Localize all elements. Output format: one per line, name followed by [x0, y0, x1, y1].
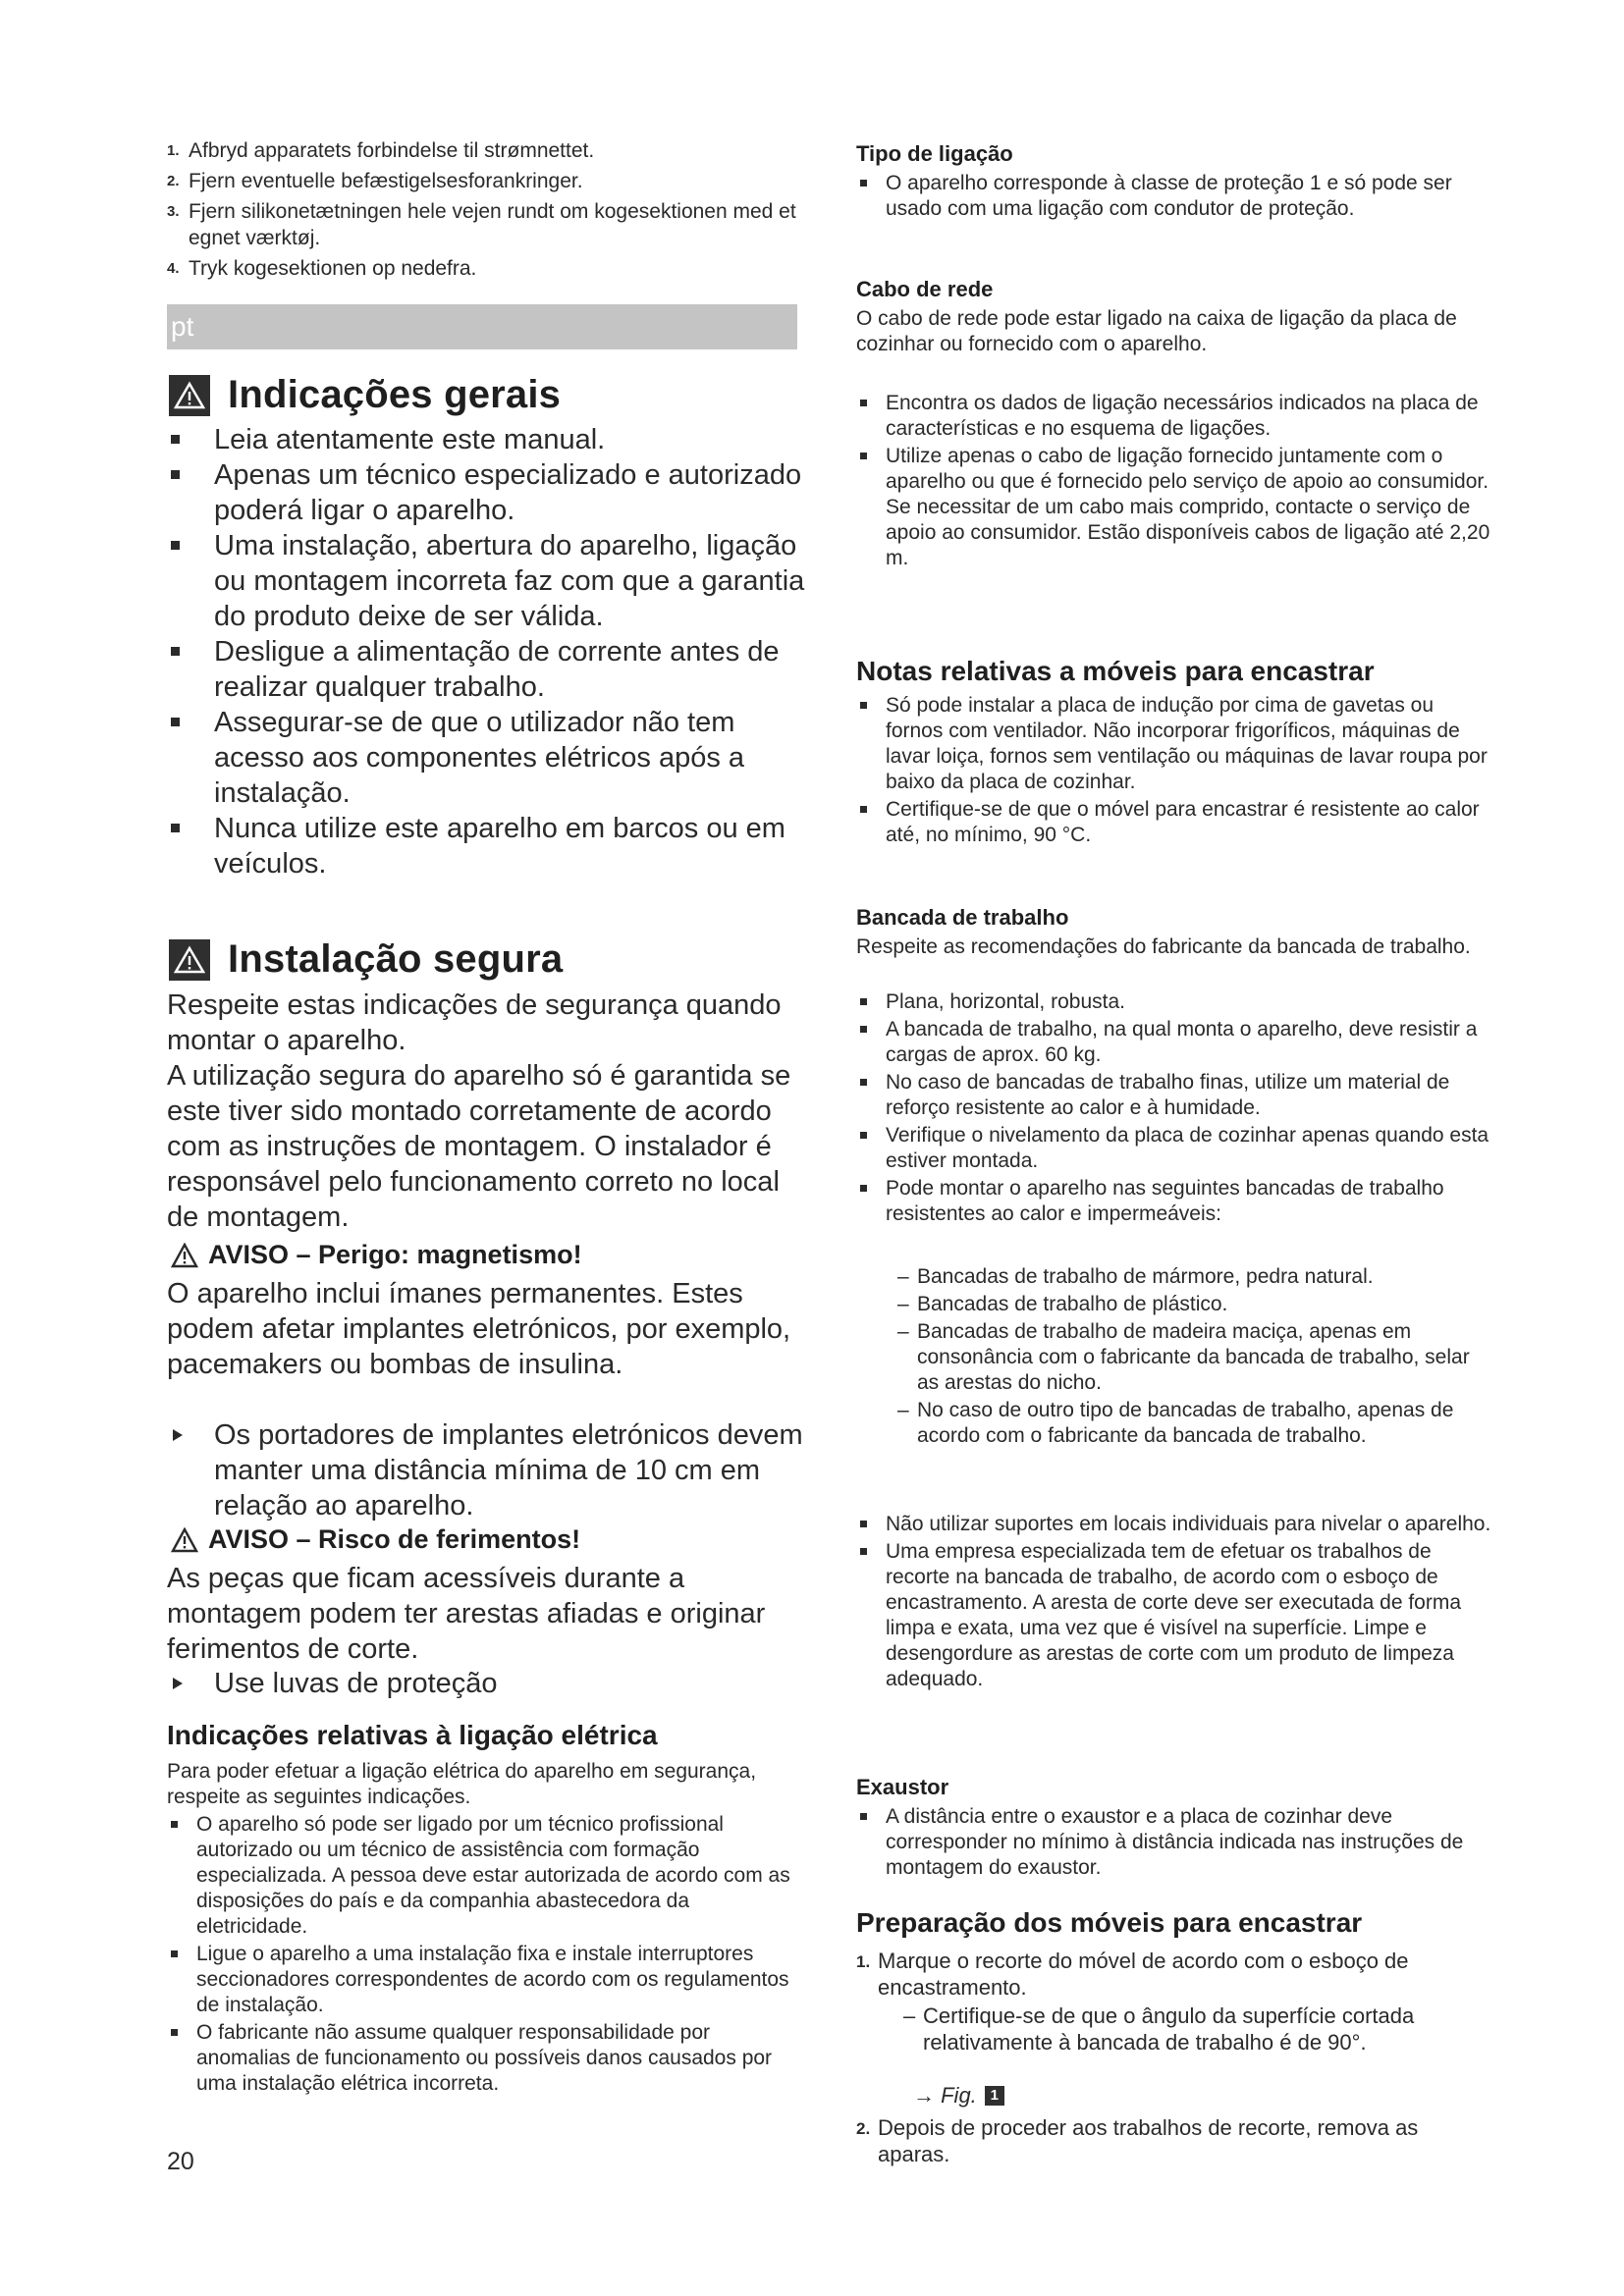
cabo-rede-intro: O cabo de rede pode estar ligado na caixa de ligação da placa de cozinhar ou fornecido com o aparelho. — [856, 307, 1457, 355]
figure-reference: → Fig. 1 — [913, 2083, 1004, 2109]
list-item: Plana, horizontal, robusta. — [856, 989, 1494, 1015]
ligacao-intro: Para poder efetuar a ligação elétrica do aparelho em segurança, respeite as seguintes indicações. — [167, 1760, 757, 1808]
list-item: 2. Fjern eventuelle befæstigelsesforankringer. — [167, 170, 583, 192]
bullet-icon — [171, 1821, 178, 1828]
cabo-rede-list — [856, 391, 1494, 573]
bullet-icon — [171, 470, 180, 479]
list-item: Pode montar o aparelho nas seguintes bancadas de trabalho resistentes ao calor e impermeáveis: — [856, 1176, 1494, 1227]
danish-steps-list — [167, 137, 805, 286]
page-number: 20 — [167, 2148, 194, 2175]
indicacoes-gerais-list — [167, 422, 805, 881]
list-item: Apenas um técnico especializado e autorizado poderá ligar o aparelho. — [167, 457, 805, 528]
instalacao-text: A utilização segura do aparelho só é garantida se este tiver sido montado corretamente de acordo com as instruções de montagem. O instalador é responsável pelo funcionamento correto no local de montagem. — [167, 1060, 791, 1233]
bullet-icon — [860, 180, 867, 187]
moveis-encastrar-list — [856, 693, 1494, 850]
section-heading-moveis-encastrar: Notas relativas a móveis para encastrar — [856, 656, 1375, 686]
section-heading-instalacao-segura: Instalação segura — [169, 937, 563, 982]
list-item: O aparelho só pode ser ligado por um técnico profissional autorizado ou um técnico de assistência com formação especializada. A pessoa deve estar autorizada de acordo com as disposições do país e da companhia abastecedora da eletricidade. — [167, 1812, 805, 1940]
list-item: Certifique-se de que o móvel para encastrar é resistente ao calor até, no mínimo, 90 °C. — [856, 797, 1494, 848]
list-item: Verifique o nivelamento da placa de cozinhar apenas quando esta estiver montada. — [856, 1123, 1494, 1174]
exaustor-list — [856, 1804, 1494, 1883]
preparacao-step-1 — [856, 1948, 1494, 2001]
bullet-icon — [171, 718, 180, 726]
bullet-icon — [860, 1079, 867, 1086]
warning-heading-magnetismo: AVISO – Perigo: magnetismo! — [171, 1240, 582, 1270]
warning-icon — [169, 375, 210, 416]
list-item: – Bancadas de trabalho de madeira maciça, apenas em consonância com o fabricante da bancada de trabalho, selar as arestas do nicho. — [897, 1320, 1470, 1394]
bullet-icon — [860, 702, 867, 709]
warning-triangle-icon — [171, 1527, 198, 1553]
list-item: – No caso de outro tipo de bancadas de trabalho, apenas de acordo com o fabricante da bancada de trabalho. — [897, 1399, 1454, 1447]
list-item: A bancada de trabalho, na qual monta o aparelho, deve resistir a cargas de aprox. 60 kg. — [856, 1017, 1494, 1068]
list-item: 1. Marque o recorte do móvel de acordo com o esboço de encastramento. — [856, 1949, 1409, 2000]
ferimentos-action: Use luvas de proteção — [167, 1666, 805, 1701]
figure-number-badge: 1 — [985, 2086, 1004, 2106]
preparacao-dash-list — [903, 2002, 1453, 2057]
bullet-icon — [860, 806, 867, 813]
list-item: O fabricante não assume qualquer responsabilidade por anomalias de funcionamento ou possíveis danos causados por uma instalação elétrica incorreta. — [167, 2020, 805, 2097]
section-heading-bancada: Bancada de trabalho — [856, 905, 1069, 930]
list-item: Utilize apenas o cabo de ligação fornecido juntamente com o aparelho ou que é fornecido pelo serviço de apoio ao consumidor. Se necessitar de um cabo mais comprido, contacte o serviço de apoio ao consumidor. Estão disponíveis cabos de ligação até 2,20 m. — [856, 444, 1494, 571]
bullet-icon — [860, 1548, 867, 1555]
bancada-list-a — [856, 989, 1494, 1229]
list-item: Leia atentamente este manual. — [167, 422, 805, 457]
section-heading-cabo-rede: Cabo de rede — [856, 277, 994, 301]
section-heading-exaustor: Exaustor — [856, 1775, 949, 1799]
bullet-icon — [171, 1950, 178, 1957]
list-item: Só pode instalar a placa de indução por cima de gavetas ou fornos com ventilador. Não incorporar frigoríficos, máquinas de lavar loiça, fornos sem ventilação ou máquinas de lavar roupa por baixo da placa de cozinhar. — [856, 693, 1494, 795]
list-item: No caso de bancadas de trabalho finas, utilize um material de reforço resistente ao calor e à humidade. — [856, 1070, 1494, 1121]
list-item: 3. Fjern silikonetætningen hele vejen rundt om kogesektionen med et egnet værktøj. — [167, 200, 796, 249]
bullet-icon — [860, 400, 867, 406]
ferimentos-text: As peças que ficam acessíveis durante a montagem podem ter arestas afiadas e originar ferimentos de corte. — [167, 1563, 766, 1665]
bullet-icon — [860, 1813, 867, 1820]
list-item: Desligue a alimentação de corrente antes de realizar qualquer trabalho. — [167, 634, 805, 705]
language-tab-bar — [167, 304, 797, 349]
bancada-list-b — [856, 1512, 1494, 1694]
bullet-icon — [860, 1132, 867, 1139]
bullet-icon — [171, 435, 180, 444]
bullet-icon — [860, 1521, 867, 1527]
list-item: Uma instalação, abertura do aparelho, ligação ou montagem incorreta faz com que a garantia do produto deixe de ser válida. — [167, 528, 805, 634]
bullet-icon — [171, 2029, 178, 2036]
list-item: 2. Depois de proceder aos trabalhos de recorte, remova as aparas. — [856, 2115, 1419, 2166]
list-item: 4. Tryk kogesektionen op nedefra. — [167, 257, 477, 280]
section-heading-preparacao: Preparação dos móveis para encastrar — [856, 1907, 1363, 1938]
section-heading-ligacao-eletrica: Indicações relativas à ligação elétrica — [167, 1720, 658, 1750]
list-item: A distância entre o exaustor e a placa de cozinhar deve corresponder no mínimo à distância indicada nas instruções de montagem do exaustor. — [856, 1804, 1494, 1881]
arrow-right-icon — [173, 1429, 183, 1441]
preparacao-step-2 — [856, 2114, 1494, 2167]
warning-triangle-icon — [171, 1243, 198, 1268]
bullet-icon — [860, 1185, 867, 1192]
list-item: Encontra os dados de ligação necessários indicados na placa de características e no esquema de ligações. — [856, 391, 1494, 442]
bullet-icon — [860, 1026, 867, 1033]
list-item: Não utilizar suportes em locais individuais para nivelar o aparelho. — [856, 1512, 1494, 1537]
list-item: Uma empresa especializada tem de efetuar os trabalhos de recorte na bancada de trabalho, de acordo com o esboço de encastramento. A aresta de corte deve ser executada de forma limpa e exata, uma vez que é visível na superfície. Limpe e desengordure as arestas de corte com um produto de limpeza adequado. — [856, 1539, 1494, 1692]
bullet-icon — [860, 998, 867, 1005]
list-item: Assegurar-se de que o utilizador não tem acesso aos componentes elétricos após a instalação. — [167, 705, 805, 811]
list-item: O aparelho corresponde à classe de proteção 1 e só pode ser usado com uma ligação com condutor de proteção. — [856, 171, 1494, 222]
warning-icon — [169, 939, 210, 981]
instalacao-intro: Respeite estas indicações de segurança quando montar o aparelho. — [167, 989, 782, 1056]
language-tag: pt — [171, 311, 194, 342]
bullet-icon — [860, 453, 867, 459]
bullet-icon — [171, 647, 180, 656]
warning-heading-ferimentos: AVISO – Risco de ferimentos! — [171, 1524, 580, 1555]
list-item: Ligue o aparelho a uma instalação fixa e instale interruptores seccionadores correspondentes de acordo com os regulamentos de instalação. — [167, 1942, 805, 2018]
arrow-right-icon — [173, 1678, 183, 1689]
list-item: 1. Afbryd apparatets forbindelse til strømnettet. — [167, 139, 595, 162]
bancada-dash-list — [897, 1264, 1487, 1451]
list-item: – Bancadas de trabalho de mármore, pedra natural. — [897, 1265, 1374, 1288]
ligacao-eletrica-list — [167, 1812, 805, 2099]
tipo-ligacao-list — [856, 171, 1494, 224]
list-item: – Certifique-se de que o ângulo da superfície cortada relativamente à bancada de trabalho é de 90°. — [903, 2003, 1415, 2055]
magnetismo-action: Os portadores de implantes eletrónicos devem manter uma distância mínima de 10 cm em relação ao aparelho. — [167, 1417, 805, 1523]
list-item: Nunca utilize este aparelho em barcos ou em veículos. — [167, 811, 805, 881]
bullet-icon — [171, 541, 180, 550]
bancada-intro: Respeite as recomendações do fabricante da bancada de trabalho. — [856, 935, 1471, 958]
section-heading-indicacoes-gerais: Indicações gerais — [169, 373, 561, 417]
magnetismo-text: O aparelho inclui ímanes permanentes. Estes podem afetar implantes eletrónicos, por exemplo, pacemakers ou bombas de insulina. — [167, 1278, 791, 1380]
bullet-icon — [171, 824, 180, 832]
section-heading-tipo-ligacao: Tipo de ligação — [856, 141, 1013, 166]
list-item: – Bancadas de trabalho de plástico. — [897, 1293, 1228, 1315]
